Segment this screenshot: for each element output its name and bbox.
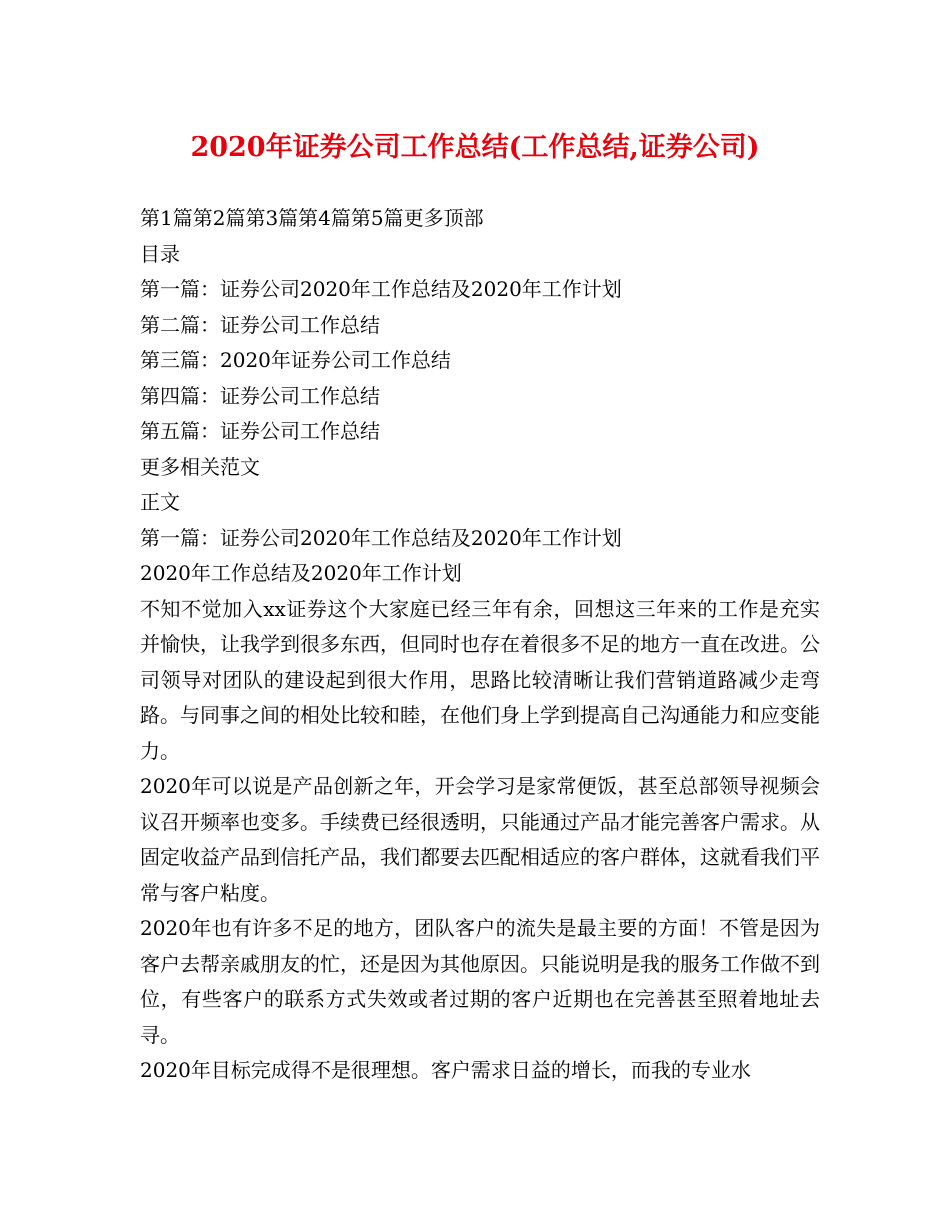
toc-item-4[interactable]: 第四篇：证券公司工作总结	[140, 383, 380, 408]
article-title: 第一篇：证券公司2020年工作总结及2020年工作计划	[140, 525, 622, 550]
toc-item-2[interactable]: 第二篇：证券公司工作总结	[140, 312, 380, 337]
document-title: 2020年证券公司工作总结(工作总结,证券公司)	[190, 132, 760, 163]
toc-item-1[interactable]: 第一篇：证券公司2020年工作总结及2020年工作计划	[140, 277, 622, 301]
document-content	[140, 201, 820, 1089]
article-subtitle: 2020年工作总结及2020年工作计划	[140, 561, 462, 585]
paragraph-1: 不知不觉加入xx证券这个大家庭已经三年有余，回想这三年来的工作是充实并愉快，让我学到很多东西，但同时也存在着很多不足的地方一直在改进。公司领导对团队的建设起到很大作用，思路比较清晰让我们营销道路减少走弯路。与同事之间的相处比较和睦，在他们身上学到提高自己沟通能力和应变能力。	[140, 596, 820, 763]
body-heading: 正文	[140, 490, 180, 514]
more-related-link[interactable]: 更多相关范文	[140, 454, 260, 479]
toc-item-3[interactable]: 第三篇：2020年证券公司工作总结	[140, 348, 451, 372]
toc-item-5[interactable]: 第五篇：证券公司工作总结	[140, 419, 380, 443]
paragraph-4: 2020年目标完成得不是很理想。客户需求日益的增长，而我的专业水	[140, 1058, 751, 1082]
toc-heading: 目录	[140, 241, 180, 266]
article-nav-links[interactable]: 第1篇第2篇第3篇第4篇第5篇更多顶部	[140, 206, 484, 230]
paragraph-2: 2020年可以说是产品创新之年，开会学习是家常便饭，甚至总部领导视频会议召开频率也变多。手续费已经很透明，只能通过产品才能完善客户需求。从固定收益产品到信托产品，我们都要去匹配相适应的客户群体，这就看我们平常与客户粘度。	[140, 774, 820, 905]
paragraph-3: 2020年也有许多不足的地方，团队客户的流失是最主要的方面！不管是因为客户去帮亲戚朋友的忙，还是因为其他原因。只能说明是我的服务工作做不到位，有些客户的联系方式失效或者过期的客户近期也在完善甚至照着地址去寻。	[140, 916, 820, 1047]
